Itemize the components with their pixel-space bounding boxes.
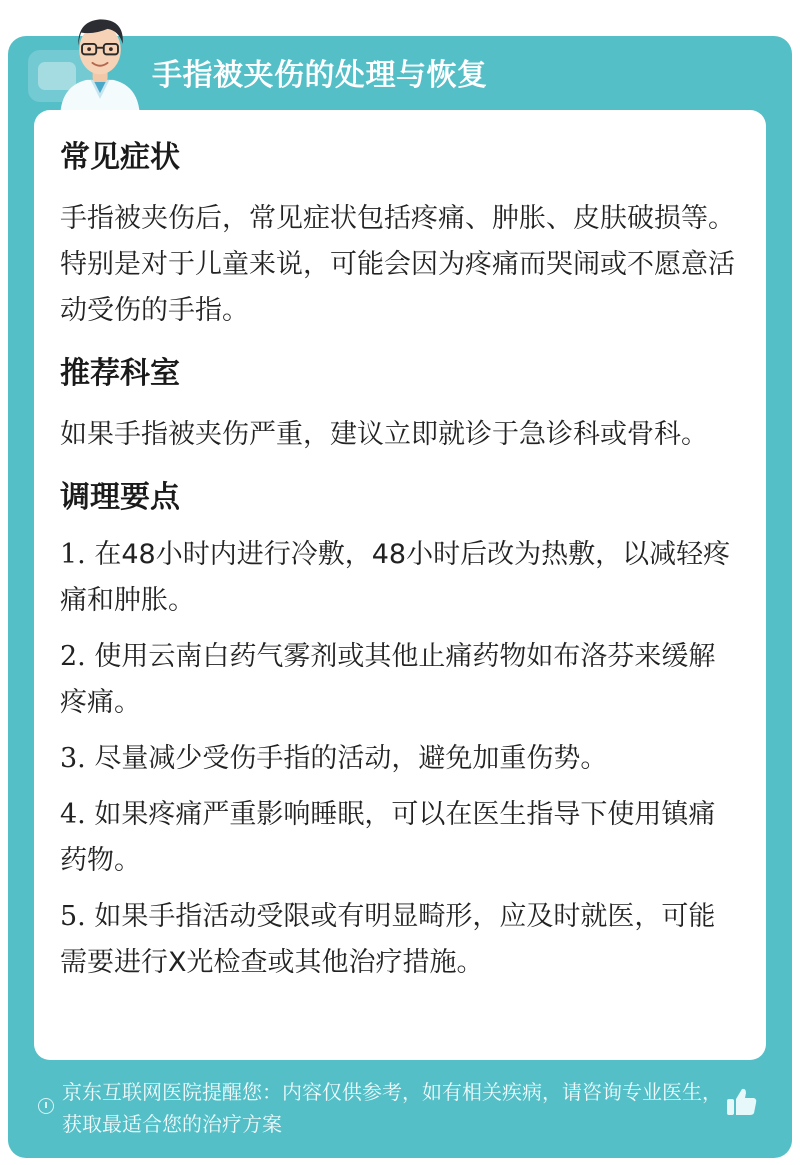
section-title-care: 调理要点 bbox=[60, 480, 180, 515]
list-item-text: 如果手指活动受限或有明显畸形，应及时就医，可能需要进行X光检查或其他治疗措施。 bbox=[60, 901, 716, 978]
list-item-text: 使用云南白药气雾剂或其他止痛药物如布洛芬来缓解疼痛。 bbox=[60, 641, 716, 718]
department-paragraph: 如果手指被夹伤严重，建议立即就诊于急诊科或骨科。 bbox=[60, 419, 708, 450]
list-item-text: 在48小时内进行冷敷，48小时后改为热敷，以减轻疼痛和肿胀。 bbox=[60, 539, 731, 616]
content-body bbox=[60, 128, 740, 996]
list-item-number: 5. bbox=[60, 901, 86, 932]
list-item bbox=[60, 736, 740, 782]
disclaimer-text: 京东互联网医院提醒您：内容仅供参考，如有相关疾病，请咨询专业医生，获取最适合您的治疗方案 bbox=[62, 1080, 722, 1136]
list-item-number: 3. bbox=[60, 743, 86, 774]
page-title: 手指被夹伤的处理与恢复 bbox=[152, 58, 488, 93]
list-item-number: 1. bbox=[60, 539, 86, 570]
list-item-text: 尽量减少受伤手指的活动，避免加重伤势。 bbox=[94, 743, 608, 774]
list-item bbox=[60, 894, 740, 986]
content-card bbox=[34, 110, 766, 1060]
list-item-text: 如果疼痛严重影响睡眠，可以在医生指导下使用镇痛药物。 bbox=[60, 799, 716, 876]
doctor-avatar bbox=[50, 8, 150, 114]
info-icon bbox=[38, 1098, 54, 1114]
symptoms-paragraph: 手指被夹伤后，常见症状包括疼痛、肿胀、皮肤破损等。特别是对于儿童来说，可能会因为疼痛而哭闹或不愿意活动受伤的手指。 bbox=[60, 203, 735, 326]
list-item-number: 4. bbox=[60, 799, 86, 830]
section-title-symptoms: 常见症状 bbox=[60, 140, 180, 175]
list-item bbox=[60, 532, 740, 624]
list-item bbox=[60, 634, 740, 726]
thumbs-up-icon[interactable] bbox=[724, 1084, 760, 1120]
section-title-department: 推荐科室 bbox=[60, 356, 180, 391]
list-item bbox=[60, 792, 740, 884]
list-item-number: 2. bbox=[60, 641, 86, 672]
